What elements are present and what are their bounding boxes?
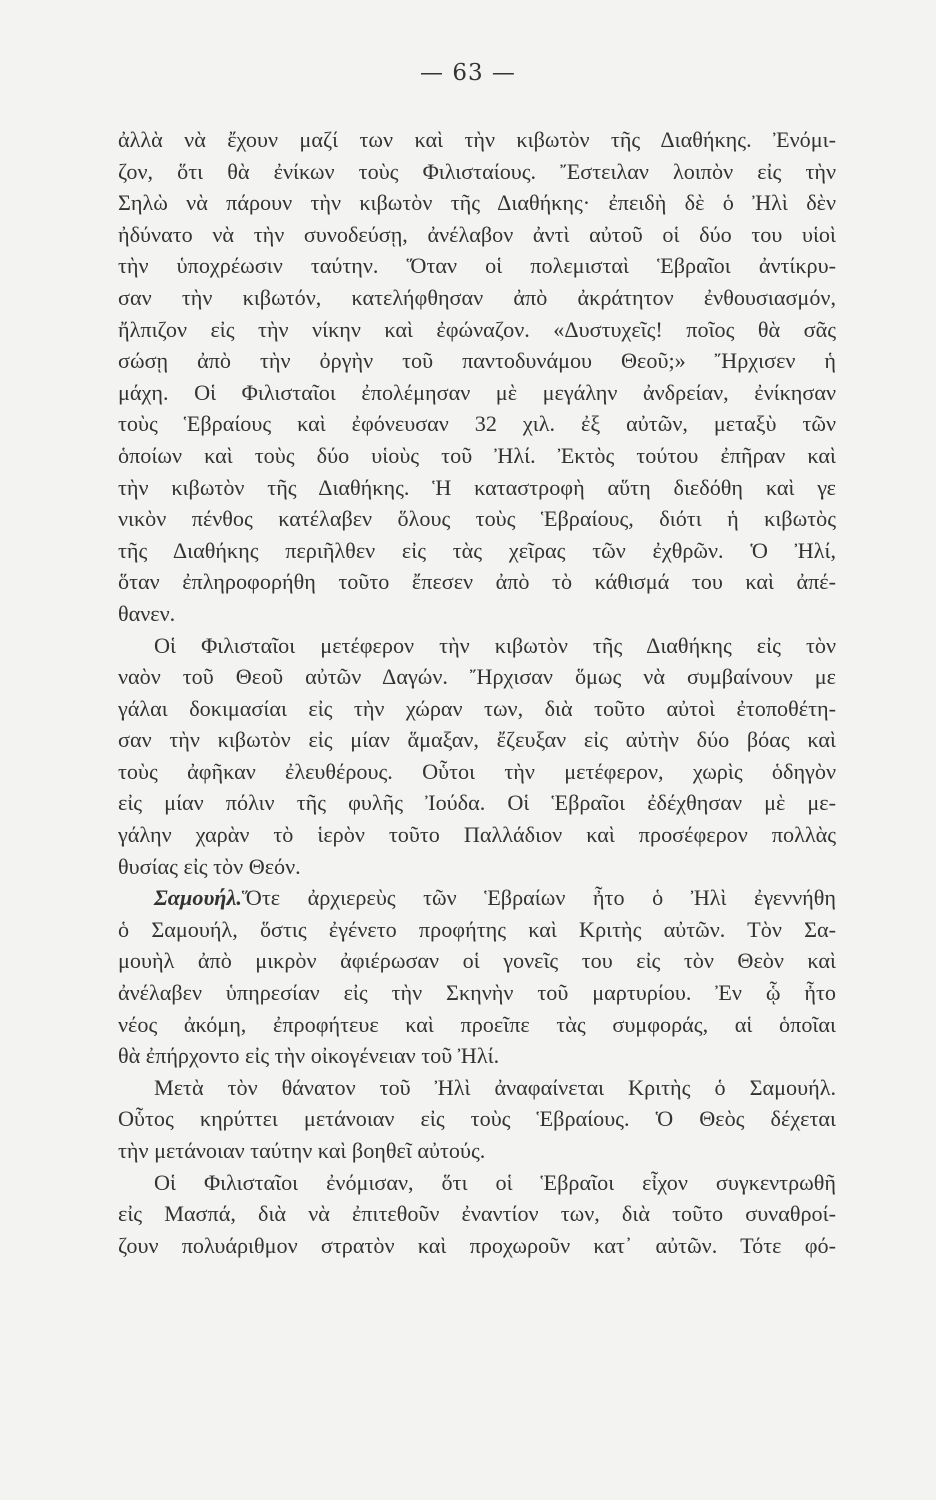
paragraph-3 bbox=[118, 882, 836, 1072]
text-line: ζουν πολυάριθμον στρατὸν καὶ προχωροῦν κατ᾽ αὐτῶν. Τότε φό- bbox=[118, 1232, 836, 1258]
text-line: ναὸν τοῦ Θεοῦ αὐτῶν Δαγών. Ἤρχισαν ὅμως νὰ συμβαίνουν με bbox=[118, 664, 836, 690]
text-line: ὁποίων καὶ τοὺς δύο υἱοὺς τοῦ Ἠλί. Ἐκτὸς τούτου ἐπῆραν καὶ bbox=[118, 442, 836, 468]
text-line: Οἱ Φιλισταῖοι ἐνόμισαν, ὅτι οἱ Ἑβραῖοι εἶχον συγκεντρωθῆ bbox=[154, 1169, 836, 1195]
text-line: μουὴλ ἀπὸ μικρὸν ἀφιέρωσαν οἱ γονεῖς του εἰς τὸν Θεὸν καὶ bbox=[118, 948, 836, 974]
text-line: Μετὰ τὸν θάνατον τοῦ Ἠλὶ ἀναφαίνεται Κριτὴς ὁ Σαμουήλ. bbox=[154, 1074, 836, 1100]
text-line: τὴν κιβωτὸν τῆς Διαθήκης. Ἡ καταστροφὴ αὕτη διεδόθη καὶ γε bbox=[118, 474, 836, 500]
text-line: νέος ἀκόμη, ἐπροφήτευε καὶ προεῖπε τὰς συμφοράς, αἱ ὁποῖαι bbox=[118, 1011, 836, 1037]
paragraph-4 bbox=[118, 1072, 836, 1167]
text-line: τοὺς ἀφῆκαν ἐλευθέρους. Οὗτοι τὴν μετέφερον, χωρὶς ὁδηγὸν bbox=[118, 758, 836, 784]
text-line: ζον, ὅτι θὰ ἐνίκων τοὺς Φιλισταίους. Ἔστειλαν λοιπὸν εἰς τὴν bbox=[118, 158, 836, 184]
text-line: ὅταν ἐπληροφορήθη τοῦτο ἔπεσεν ἀπὸ τὸ κάθισμά του καὶ ἀπέ- bbox=[118, 569, 836, 595]
page-number: — 63 — bbox=[420, 60, 516, 86]
text-line: τοὺς Ἑβραίους καὶ ἐφόνευσαν 32 χιλ. ἐξ αὐτῶν, μεταξὺ τῶν bbox=[118, 411, 836, 437]
text-line: ὁ Σαμουήλ, ὅστις ἐγένετο προφήτης καὶ Κριτὴς αὐτῶν. Τὸν Σα- bbox=[118, 916, 836, 942]
text-line: Σηλὼ νὰ πάρουν τὴν κιβωτὸν τῆς Διαθήκης· ἐπειδὴ δὲ ὁ Ἠλὶ δὲν bbox=[118, 190, 836, 216]
text-line: θανεν. bbox=[118, 600, 176, 626]
text-line: εἰς Μασπά, διὰ νὰ ἐπιτεθοῦν ἐναντίον των, διὰ τοῦτο συναθροί- bbox=[118, 1201, 836, 1227]
body-text bbox=[118, 124, 836, 1261]
text-line: σαν τὴν κιβωτόν, κατελήφθησαν ἀπὸ ἀκράτητον ἐνθουσιασμόν, bbox=[118, 284, 836, 310]
text-line: θὰ ἐπήρχοντο εἰς τὴν οἰκογένειαν τοῦ Ἠλί. bbox=[118, 1043, 500, 1069]
text-line: νικὸν πένθος κατέλαβεν ὅλους τοὺς Ἑβραίους, διότι ἡ κιβωτὸς bbox=[118, 506, 836, 532]
paragraph-2 bbox=[118, 630, 836, 883]
text-line: σώσῃ ἀπὸ τὴν ὀργὴν τοῦ παντοδυνάμου Θεοῦ;» Ἤρχισεν ἡ bbox=[118, 348, 836, 374]
text-line: ἀνέλαβεν ὑπηρεσίαν εἰς τὴν Σκηνὴν τοῦ μαρτυρίου. Ἐν ᾧ ἦτο bbox=[118, 980, 836, 1006]
text-line: μάχη. Οἱ Φιλισταῖοι ἐπολέμησαν μὲ μεγάλην ἀνδρείαν, ἐνίκησαν bbox=[118, 379, 836, 405]
text-line: τὴν μετάνοιαν ταύτην καὶ βοηθεῖ αὐτούς. bbox=[118, 1138, 486, 1163]
paragraph-1 bbox=[118, 124, 836, 630]
text-line: ἠδύνατο νὰ τὴν συνοδεύσῃ, ἀνέλαβον ἀντὶ αὐτοῦ οἱ δύο του υἱοὶ bbox=[118, 221, 836, 247]
text-line: θυσίας εἰς τὸν Θεόν. bbox=[118, 853, 301, 879]
text-line: ἀλλὰ νὰ ἔχουν μαζί των καὶ τὴν κιβωτὸν τῆς Διαθήκης. Ἐνόμι- bbox=[118, 127, 836, 152]
text-line: Οὗτος κηρύττει μετάνοιαν εἰς τοὺς Ἑβραίους. Ὁ Θεὸς δέχεται bbox=[118, 1106, 836, 1132]
text-line: εἰς μίαν πόλιν τῆς φυλῆς Ἰούδα. Οἱ Ἑβραῖοι ἐδέχθησαν μὲ με- bbox=[118, 790, 836, 816]
text-line: τῆς Διαθήκης περιῆλθεν εἰς τὰς χεῖρας τῶν ἐχθρῶν. Ὁ Ἠλί, bbox=[118, 537, 836, 563]
text-line: γάλην χαρὰν τὸ ἱερὸν τοῦτο Παλλάδιον καὶ προσέφερον πολλὰς bbox=[118, 822, 836, 848]
paragraph-5 bbox=[118, 1167, 836, 1262]
section-heading: Σαμουήλ. bbox=[154, 885, 242, 911]
text-line: τὴν ὑποχρέωσιν ταύτην. Ὅταν οἱ πολεμισταὶ Ἑβραῖοι ἀντίκρυ- bbox=[118, 253, 836, 279]
text-line: Οἱ Φιλισταῖοι μετέφερον τὴν κιβωτὸν τῆς Διαθήκης εἰς τὸν bbox=[154, 632, 836, 658]
text-line: γάλαι δοκιμασίαι εἰς τὴν χώραν των, διὰ τοῦτο αὐτοὶ ἐτοποθέτη- bbox=[118, 695, 836, 721]
text-line: ἤλπιζον εἰς τὴν νίκην καὶ ἐφώναζον. «Δυστυχεῖς! ποῖος θὰ σᾶς bbox=[118, 316, 836, 342]
text-line: σαν τὴν κιβωτὸν εἰς μίαν ἅμαξαν, ἔζευξαν εἰς αὐτὴν δύο βόας καὶ bbox=[118, 727, 836, 753]
text-line bbox=[118, 882, 836, 914]
text-fragment: Ὅτε ἀρχιερεὺς τῶν Ἑβραίων ἦτο ὁ Ἠλὶ ἐγεννήθη bbox=[241, 885, 836, 911]
